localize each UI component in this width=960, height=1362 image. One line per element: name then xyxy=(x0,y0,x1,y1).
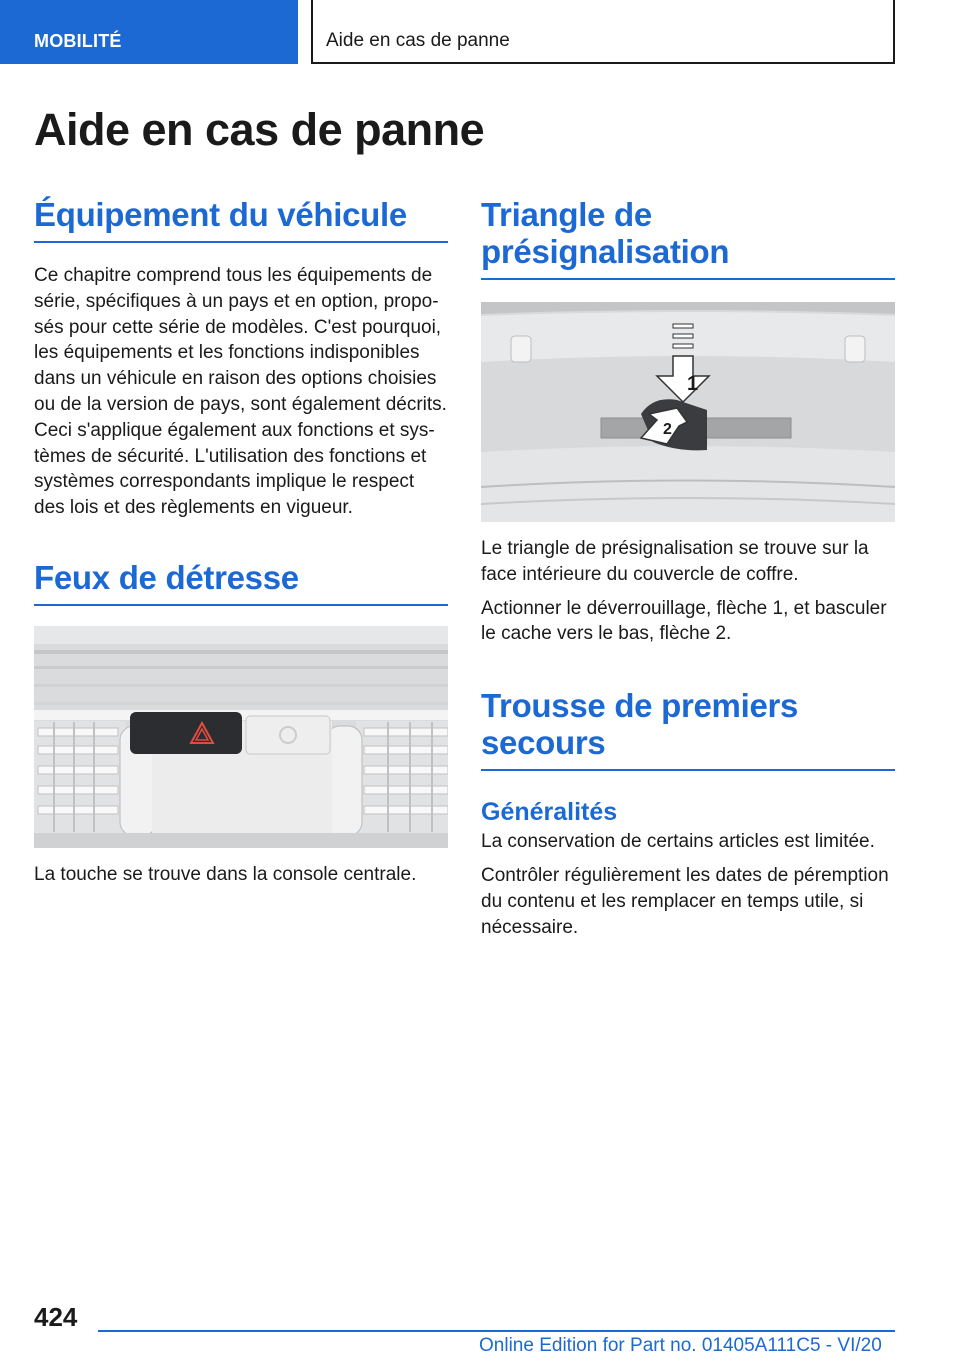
caption-hazard: La touche se trouve dans la console centrale. xyxy=(34,863,417,885)
page-number: 424 xyxy=(34,1302,78,1332)
line: sés pour cette série de modèles. C'est pourquoi, xyxy=(34,316,442,338)
paragraph-triangle-instructions xyxy=(481,596,895,648)
heading-line: secours xyxy=(481,724,606,762)
right-air-vent xyxy=(326,721,448,836)
hazard-button xyxy=(130,712,242,754)
figure-hazard-button xyxy=(34,626,448,848)
right-column xyxy=(481,192,895,940)
left-column xyxy=(34,192,448,888)
heading-line: présignalisation xyxy=(481,233,730,270)
figure-warning-triangle xyxy=(481,302,895,522)
heading-equipment: Équipement du véhicule xyxy=(34,196,448,243)
heading-first-aid xyxy=(481,687,895,771)
line: tèmes de sécurité. L'utilisation des fonctions et xyxy=(34,445,427,467)
paragraph-first-aid-check xyxy=(481,863,895,940)
line: nécessaire. xyxy=(481,916,579,938)
line: les équipements et les fonctions indisponibles xyxy=(34,342,420,364)
heading-warning-triangle xyxy=(481,196,895,280)
heading-line: Triangle de xyxy=(481,196,652,233)
footer-divider xyxy=(98,1330,895,1332)
line: ou de la version de pays, sont également décrits. xyxy=(34,393,447,415)
line: systèmes correspondants implique le respect xyxy=(34,471,415,493)
line: Contrôler régulièrement les dates de péremption xyxy=(481,864,889,886)
header-chapter-title: Aide en cas de panne xyxy=(311,0,895,64)
header-section-tab: MOBILITÉ xyxy=(0,0,298,64)
paragraph-triangle-location xyxy=(481,536,895,588)
arrow-2-label: 2 xyxy=(663,421,672,438)
paragraph-first-aid-limited: La conservation de certains articles est limitée. xyxy=(481,831,875,853)
line: Ce chapitre comprend tous les équipements de xyxy=(34,265,433,286)
line: le cache vers le bas, flèche 2. xyxy=(481,623,732,645)
heading-hazard-lights: Feux de détresse xyxy=(34,559,448,606)
line: face intérieure du couvercle de coffre. xyxy=(481,563,799,585)
paragraph-equipment xyxy=(34,263,448,521)
hazard-console-illustration xyxy=(34,626,448,848)
heading-line: Trousse de premiers xyxy=(481,687,799,725)
line: des lois et des règlements en vigueur. xyxy=(34,497,353,519)
line: série, spécifiques à un pays et en option, propo- xyxy=(34,290,439,312)
line: du contenu et les remplacer en temps utile, si xyxy=(481,890,864,912)
line: Actionner le déverrouillage, flèche 1, et basculer xyxy=(481,597,887,619)
footer-edition: Online Edition for Part no. 01405A111C5 - VI/20 xyxy=(479,1335,882,1356)
line: Le triangle de présignalisation se trouve sur la xyxy=(481,538,869,559)
trunk-lid-illustration xyxy=(481,302,895,522)
subheading-general: Généralités xyxy=(481,798,618,827)
page-title: Aide en cas de panne xyxy=(34,104,485,155)
line: dans un véhicule en raison des options choisies xyxy=(34,368,437,390)
arrow-1-label: 1 xyxy=(687,373,699,395)
line: Ceci s'applique également aux fonctions et sys- xyxy=(34,419,435,441)
